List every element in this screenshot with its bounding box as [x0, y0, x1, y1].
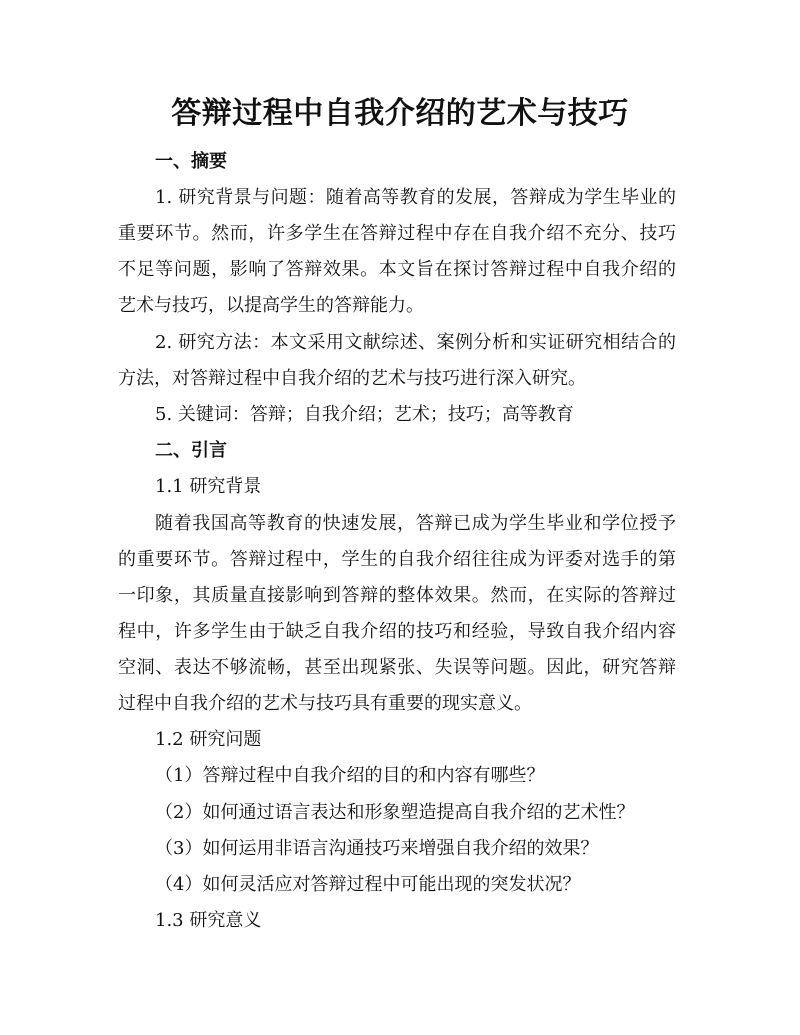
section-heading-abstract: 一、摘要	[155, 151, 227, 172]
question-item: （1）答辩过程中自我介绍的目的和内容有哪些？	[155, 765, 545, 786]
subsection-heading: 1.3 研究意义	[155, 910, 262, 931]
paragraph-line: 2. 研究方法：本文采用文献综述、案例分析和实证研究相结合的	[155, 332, 676, 353]
question-item: （3）如何运用非语言沟通技巧来增强自我介绍的效果？	[155, 838, 599, 859]
paragraph-line: 1. 研究背景与问题：随着高等教育的发展，答辩成为学生毕业的	[155, 187, 676, 208]
paragraph-line: 空洞、表达不够流畅，甚至出现紧张、失误等问题。因此，研究答辩	[118, 657, 676, 678]
question-item: （2）如何通过语言表达和形象塑造提高自我介绍的艺术性？	[155, 802, 635, 823]
subsection-heading: 1.2 研究问题	[155, 729, 262, 750]
question-item: （4）如何灵活应对答辩过程中可能出现的突发状况？	[155, 874, 581, 895]
paragraph-line: 随着我国高等教育的快速发展，答辩已成为学生毕业和学位授予	[155, 513, 676, 534]
paragraph-line: 过程中自我介绍的艺术与技巧具有重要的现实意义。	[118, 693, 532, 714]
paragraph-line: 不足等问题，影响了答辩效果。本文旨在探讨答辩过程中自我介绍的	[118, 259, 676, 280]
paragraph-line: 重要环节。然而，许多学生在答辩过程中存在自我介绍不充分、技巧	[118, 223, 676, 244]
paragraph-line: 的重要环节。答辩过程中，学生的自我介绍往往成为评委对选手的第	[118, 549, 676, 570]
paragraph-line: 艺术与技巧，以提高学生的答辩能力。	[118, 295, 424, 316]
section-heading-introduction: 二、引言	[155, 440, 227, 461]
paragraph-line: 程中，许多学生由于缺乏自我介绍的技巧和经验，导致自我介绍内容	[118, 621, 676, 642]
document-title: 答辩过程中自我介绍的艺术与技巧	[171, 96, 629, 131]
keywords-line: 5. 关键词：答辩；自我介绍；艺术；技巧；高等教育	[155, 404, 574, 425]
subsection-heading: 1.1 研究背景	[155, 476, 262, 497]
paragraph-line: 一印象，其质量直接影响到答辩的整体效果。然而，在实际的答辩过	[118, 585, 676, 606]
paragraph-line: 方法，对答辩过程中自我介绍的艺术与技巧进行深入研究。	[118, 368, 586, 389]
